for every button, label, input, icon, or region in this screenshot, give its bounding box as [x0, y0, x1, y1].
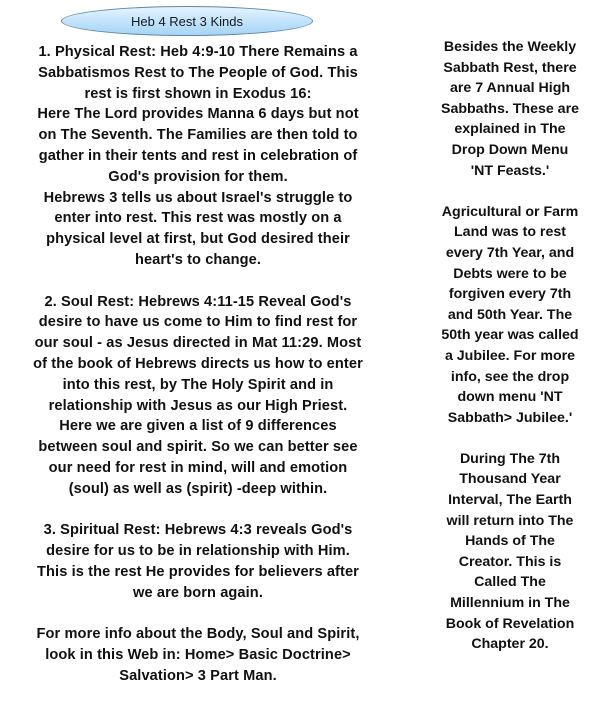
text-line: Sabbath Rest, there: [443, 59, 577, 76]
text-line: For more info about the Body, Soul and Spirit,: [36, 626, 360, 643]
text-line: 50th year was called: [441, 327, 579, 344]
text-line: between soul and spirit. So we can better see: [38, 439, 358, 456]
text-line: rest is first shown in Exodus 16:: [84, 85, 312, 102]
text-line: Millennium in The: [450, 595, 570, 612]
text-line: During The 7th: [459, 450, 561, 467]
text-line: Hands of The: [465, 533, 555, 550]
text-line: every 7th Year, and: [445, 244, 575, 261]
text-line: enter into rest. This rest was mostly on a: [54, 210, 342, 227]
main-text-column: [6, 42, 390, 708]
text-line: physical level at first, but God desired their: [46, 231, 350, 248]
text-line: forgiven every 7th: [448, 286, 572, 303]
more-info-paragraph: [6, 624, 390, 686]
text-line: Thousand Year: [459, 471, 561, 488]
text-line: (soul) as well as (spirit) -deep within.: [68, 480, 328, 497]
text-line: heart's to change.: [134, 251, 262, 268]
text-line: 3. Spiritual Rest: Hebrews 4:3 reveals God's: [43, 522, 353, 539]
text-line: Besides the Weekly: [443, 39, 577, 55]
text-line: Debts were to be: [453, 265, 567, 282]
text-line: desire to have us come to Him to find rest for: [38, 314, 358, 331]
text-line: into this rest, by The Holy Spirit and in: [62, 376, 334, 393]
text-line: Chapter 20.: [471, 636, 549, 653]
text-line: gather in their tents and rest in celebration of: [38, 147, 358, 164]
text-line: will return into The: [446, 512, 574, 529]
text-line: Salvation> 3 Part Man.: [119, 667, 277, 684]
text-line: Sabbatismos Rest to The People of God. This: [38, 64, 358, 81]
text-line: Here The Lord provides Manna 6 days but not: [37, 106, 359, 123]
text-line: desire for us to be in relationship with Him.: [46, 543, 350, 560]
text-line: a Jubilee. For more: [444, 347, 576, 364]
text-line: Drop Down Menu: [451, 141, 569, 158]
text-line: Book of Revelation: [445, 615, 575, 632]
jubilee-paragraph: [420, 202, 600, 429]
text-line: Hebrews 3 tells us about Israel's struggle to: [43, 189, 353, 206]
text-line: we are born again.: [133, 584, 263, 601]
text-line: 1. Physical Rest: Heb 4:9-10 There Remains a: [38, 44, 358, 60]
text-line: info, see the drop: [450, 368, 570, 385]
sidebar-text-column: [420, 37, 600, 675]
text-line: relationship with Jesus as our High Priest.: [48, 397, 348, 414]
text-line: are 7 Annual High: [449, 80, 571, 97]
text-line: down menu 'NT: [457, 389, 563, 406]
text-line: This is the rest He provides for believers after: [37, 563, 359, 580]
text-line: Agricultural or Farm: [441, 203, 579, 220]
annual-sabbaths-paragraph: [420, 37, 600, 181]
text-line: Sabbath> Jubilee.': [447, 409, 573, 426]
text-line: our need for rest in mind, will and emotion: [48, 459, 348, 476]
spiritual-rest-paragraph: [6, 520, 390, 603]
physical-rest-paragraph: [6, 42, 390, 271]
text-line: God's provision for them.: [108, 168, 288, 185]
text-line: 2. Soul Rest: Hebrews 4:11-15 Reveal God's: [44, 293, 352, 310]
millennium-paragraph: [420, 449, 600, 655]
text-line: Creator. This is: [458, 553, 562, 570]
text-line: our soul - as Jesus directed in Mat 11:29. Most: [34, 335, 362, 352]
page-title: Heb 4 Rest 3 Kinds: [61, 6, 313, 36]
text-line: Sabbaths. These are: [441, 100, 579, 117]
text-line: on The Seventh. The Families are then told to: [38, 127, 358, 144]
text-line: Here we are given a list of 9 differences: [59, 418, 337, 435]
text-line: Called The: [474, 574, 546, 591]
text-line: Land was to rest: [454, 224, 566, 241]
text-line: of the book of Hebrews directs us how to enter: [33, 355, 363, 372]
soul-rest-paragraph: [6, 292, 390, 500]
text-line: and 50th Year. The: [447, 306, 573, 323]
text-line: 'NT Feasts.': [470, 162, 550, 179]
text-line: Interval, The Earth: [448, 492, 572, 509]
text-line: look in this Web in: Home> Basic Doctrine>: [45, 647, 351, 664]
text-line: explained in The: [454, 121, 566, 138]
